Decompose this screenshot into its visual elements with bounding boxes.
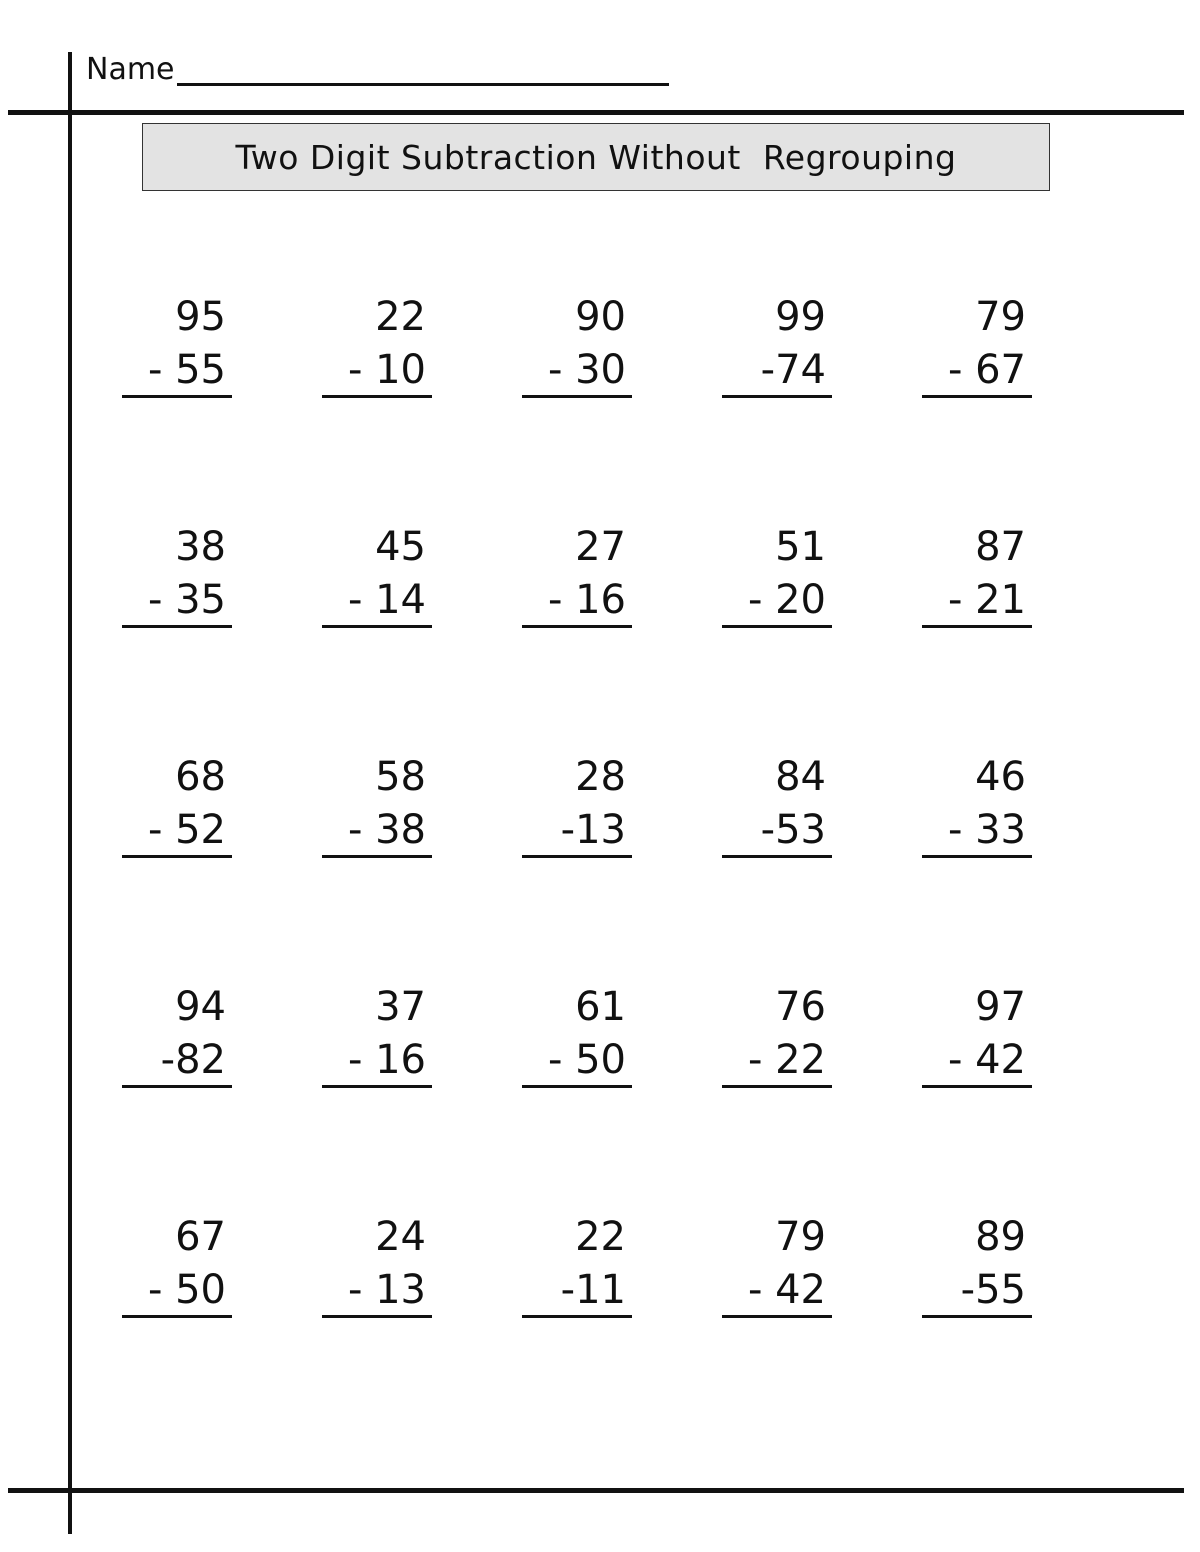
subtraction-problem (322, 750, 432, 858)
minuend: 97 (975, 984, 1026, 1030)
subtrahend: -55 (922, 1265, 1032, 1318)
subtraction-problem (122, 520, 232, 628)
subtraction-problem (322, 1210, 432, 1318)
subtrahend: - 33 (922, 805, 1032, 858)
minuend: 46 (975, 754, 1026, 800)
subtrahend: -74 (722, 345, 832, 398)
subtraction-problem (922, 520, 1032, 628)
worksheet-title: Two Digit Subtraction Without Regrouping (235, 137, 957, 177)
minuend: 45 (375, 524, 426, 570)
subtraction-problem (522, 290, 632, 398)
subtraction-problem (122, 290, 232, 398)
subtrahend: -11 (522, 1265, 632, 1318)
minuend: 99 (775, 294, 826, 340)
minuend: 38 (175, 524, 226, 570)
subtrahend: - 42 (922, 1035, 1032, 1088)
subtrahend: - 50 (522, 1035, 632, 1088)
footer-rule (8, 1488, 1184, 1493)
subtrahend: -13 (522, 805, 632, 858)
subtraction-problem (122, 980, 232, 1088)
subtrahend: - 21 (922, 575, 1032, 628)
subtraction-problem (722, 980, 832, 1088)
subtrahend: - 30 (522, 345, 632, 398)
subtraction-problem (322, 290, 432, 398)
minuend: 84 (775, 754, 826, 800)
subtrahend: - 35 (122, 575, 232, 628)
minuend: 27 (575, 524, 626, 570)
minuend: 37 (375, 984, 426, 1030)
subtraction-problem (722, 520, 832, 628)
subtrahend: - 20 (722, 575, 832, 628)
subtraction-problem (322, 980, 432, 1088)
minuend: 58 (375, 754, 426, 800)
minuend: 22 (375, 294, 426, 340)
name-field[interactable] (86, 50, 669, 90)
minuend: 79 (975, 294, 1026, 340)
subtrahend: - 42 (722, 1265, 832, 1318)
minuend: 76 (775, 984, 826, 1030)
subtrahend: - 16 (322, 1035, 432, 1088)
subtrahend: - 22 (722, 1035, 832, 1088)
subtraction-problem (922, 980, 1032, 1088)
subtraction-problem (522, 750, 632, 858)
subtraction-problem (522, 520, 632, 628)
subtraction-problem (122, 750, 232, 858)
subtrahend: - 50 (122, 1265, 232, 1318)
name-label: Name (86, 52, 175, 87)
minuend: 28 (575, 754, 626, 800)
subtraction-problem (722, 290, 832, 398)
subtrahend: - 16 (522, 575, 632, 628)
minuend: 79 (775, 1214, 826, 1260)
minuend: 22 (575, 1214, 626, 1260)
subtraction-problem (522, 1210, 632, 1318)
margin-vertical-rule (68, 52, 72, 1534)
minuend: 89 (975, 1214, 1026, 1260)
subtrahend: - 10 (322, 345, 432, 398)
minuend: 51 (775, 524, 826, 570)
subtraction-problem (322, 520, 432, 628)
subtraction-problem (722, 750, 832, 858)
subtraction-problem (922, 750, 1032, 858)
subtrahend: - 14 (322, 575, 432, 628)
minuend: 24 (375, 1214, 426, 1260)
minuend: 94 (175, 984, 226, 1030)
subtraction-problem (522, 980, 632, 1088)
name-write-line[interactable] (177, 83, 669, 86)
subtrahend: - 38 (322, 805, 432, 858)
minuend: 95 (175, 294, 226, 340)
subtrahend: -82 (122, 1035, 232, 1088)
subtrahend: - 52 (122, 805, 232, 858)
subtraction-problem (922, 290, 1032, 398)
subtraction-problem (722, 1210, 832, 1318)
minuend: 61 (575, 984, 626, 1030)
minuend: 67 (175, 1214, 226, 1260)
subtrahend: -53 (722, 805, 832, 858)
worksheet-title-box (142, 123, 1050, 191)
subtrahend: - 67 (922, 345, 1032, 398)
minuend: 90 (575, 294, 626, 340)
header-rule (8, 110, 1184, 115)
minuend: 68 (175, 754, 226, 800)
minuend: 87 (975, 524, 1026, 570)
subtrahend: - 55 (122, 345, 232, 398)
subtraction-problem (922, 1210, 1032, 1318)
subtraction-problem (122, 1210, 232, 1318)
subtrahend: - 13 (322, 1265, 432, 1318)
